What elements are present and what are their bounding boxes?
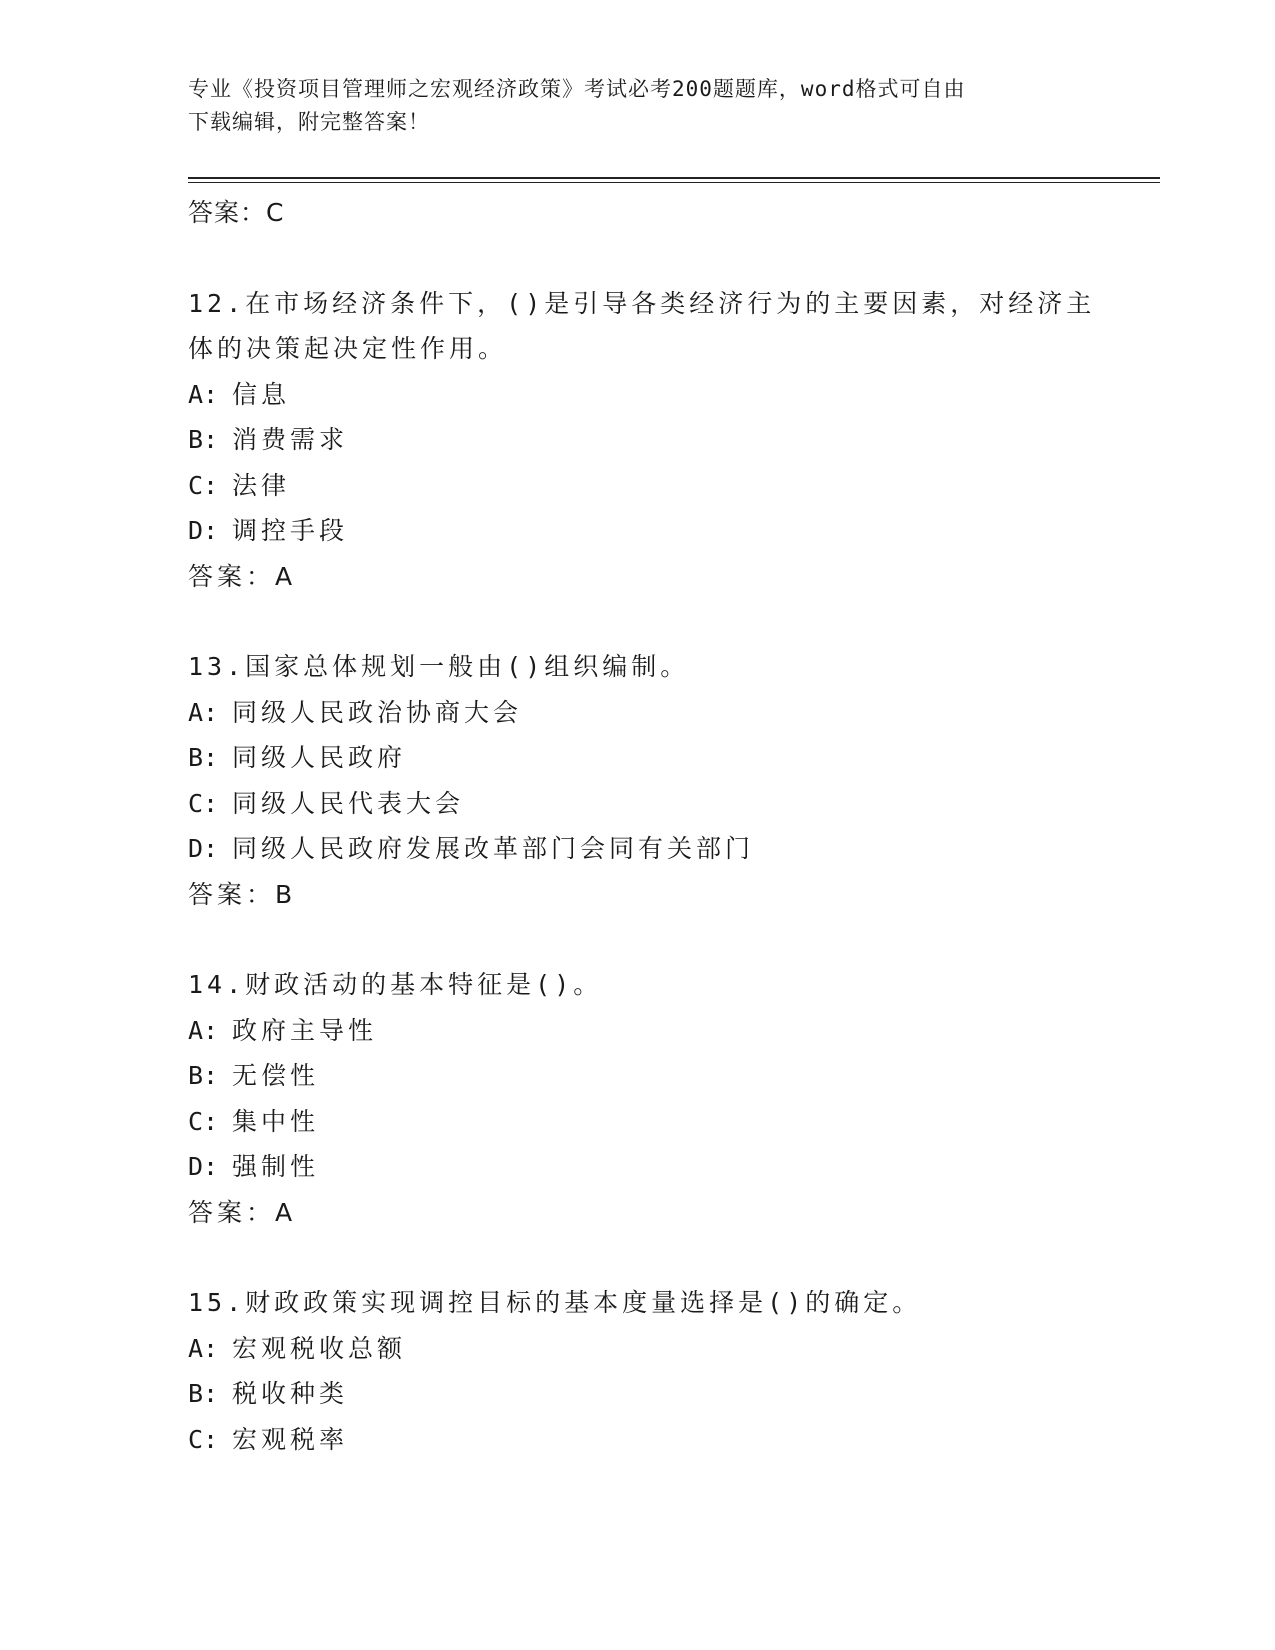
- option-key: D:: [188, 516, 219, 545]
- question-list: [188, 190, 1160, 1462]
- option-text: 同级人民政府发展改革部门会同有关部门: [232, 834, 755, 863]
- question-stem: 13.国家总体规划一般由()组织编制。: [188, 652, 690, 681]
- option-key: A:: [188, 1015, 219, 1045]
- option-key: A:: [188, 379, 219, 409]
- option-b: [188, 417, 1160, 463]
- question-15: [188, 1280, 1160, 1462]
- option-key: C:: [188, 788, 219, 818]
- option-text: 消费需求: [232, 425, 349, 454]
- option-text: 宏观税收总额: [232, 1333, 407, 1363]
- option-text: 宏观税率: [232, 1424, 349, 1454]
- header-divider-thin: [188, 182, 1160, 183]
- option-key: D:: [188, 1152, 219, 1181]
- option-text: 法律: [232, 470, 291, 500]
- option-text: 同级人民代表大会: [232, 788, 465, 818]
- option-b: [188, 735, 1160, 781]
- question-12: [188, 281, 1160, 600]
- option-text: 政府主导性: [232, 1015, 378, 1045]
- spacer: [188, 917, 1160, 962]
- option-text: 调控手段: [232, 516, 349, 545]
- question-stem: 14.财政活动的基本特征是()。: [188, 970, 603, 999]
- option-key: C:: [188, 1106, 219, 1136]
- option-b: [188, 1053, 1160, 1099]
- previous-answer: 答案：C: [188, 198, 285, 227]
- option-text: 强制性: [232, 1152, 320, 1181]
- option-text: 同级人民政治协商大会: [232, 697, 523, 727]
- document-header: [188, 73, 1088, 139]
- option-b: [188, 1371, 1160, 1417]
- option-key: C:: [188, 470, 219, 500]
- header-divider-thick: [188, 177, 1160, 179]
- option-text: 同级人民政府: [232, 743, 407, 772]
- option-c: [188, 1417, 1160, 1463]
- option-d: [188, 826, 1160, 872]
- option-text: 集中性: [232, 1106, 320, 1136]
- question-stem: 12.在市场经济条件下，()是引导各类经济行为的主要因素，对经济主: [188, 288, 1096, 318]
- option-c: [188, 1099, 1160, 1145]
- option-d: [188, 1144, 1160, 1190]
- question-stem: 15.财政政策实现调控目标的基本度量选择是()的确定。: [188, 1288, 922, 1317]
- spacer: [188, 1235, 1160, 1280]
- question-answer: 答案：B: [188, 879, 297, 909]
- option-a: [188, 690, 1160, 736]
- option-a: [188, 1326, 1160, 1372]
- question-14: [188, 962, 1160, 1235]
- option-key: A:: [188, 697, 219, 727]
- question-answer: 答案：A: [188, 1197, 297, 1227]
- option-key: B:: [188, 1379, 219, 1408]
- option-key: A:: [188, 1333, 219, 1363]
- option-text: 税收种类: [232, 1379, 349, 1408]
- spacer: [188, 236, 1160, 281]
- option-d: [188, 508, 1160, 554]
- header-line-2: 下载编辑，附完整答案！: [188, 110, 430, 134]
- option-key: D:: [188, 834, 219, 863]
- option-key: C:: [188, 1424, 219, 1454]
- option-a: [188, 372, 1160, 418]
- spacer: [188, 599, 1160, 644]
- option-key: B:: [188, 425, 219, 454]
- option-text: 信息: [232, 379, 291, 409]
- option-key: B:: [188, 743, 219, 772]
- question-13: [188, 644, 1160, 917]
- option-c: [188, 463, 1160, 509]
- question-stem-cont: 体的决策起决定性作用。: [188, 334, 508, 363]
- option-key: B:: [188, 1061, 219, 1090]
- header-line-1: 专业《投资项目管理师之宏观经济政策》考试必考200题题库，word格式可自由: [188, 77, 966, 101]
- option-text: 无偿性: [232, 1061, 320, 1090]
- option-a: [188, 1008, 1160, 1054]
- option-c: [188, 781, 1160, 827]
- question-answer: 答案：A: [188, 561, 297, 591]
